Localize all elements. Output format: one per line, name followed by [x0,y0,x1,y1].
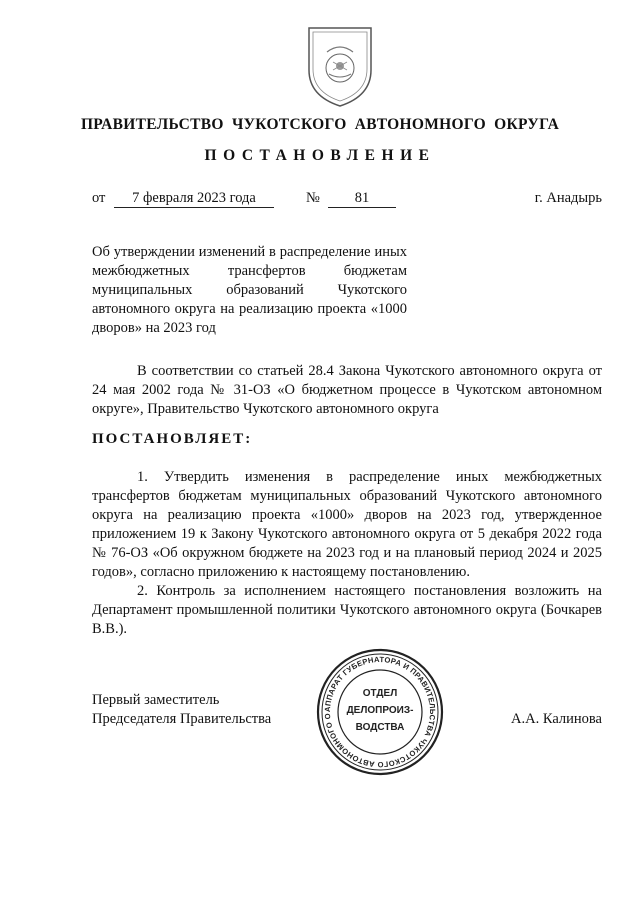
document-type: ПОСТАНОВЛЕНИЕ [204,147,436,164]
stamp-ring-text: АППАРАТ ГУБЕРНАТОРА И ПРАВИТЕЛЬСТВА ЧУКОТСКОГО АВТОНОМНОГО О [322,654,438,770]
document-date [114,190,274,208]
date-value: 7 февраля 2023 года [114,190,274,208]
document-subject: Об утверждении изменений в распределение иных межбюджетных трансфертов бюджетам муниципальных образований Чукотского автономного округа на реализацию проекта «1000 дворов» на 2023 год [92,244,407,336]
decree-items [92,468,602,639]
official-stamp [316,648,444,776]
stamp-line-1: ОТДЕЛ [362,688,398,699]
decree-item-2: 2. Контроль за исполнением настоящего постановления возложить на Департамент промышленной политики Чукотского автономного округа (Бочкарев В.В.). [92,583,602,637]
number-value: 81 [328,190,396,208]
position-line-1: Первый заместитель [92,692,220,708]
decree-item-1: 1. Утвердить изменения в распределение иных межбюджетных трансфертов бюджетам муниципальных образований Чукотского автономного округа на реализацию проекта «1000» дворов на 2023 год, утвержденное приложением 19 к Закону Чукотского автономного округа от 5 декабря 2022 года № 76-ОЗ «Об окружном бюджете на 2023 год и на плановый период 2024 и 2025 годов», согласно приложению к настоящему постановлению. [92,469,602,580]
preamble [92,362,602,419]
resolves-heading: ПОСТАНОВЛЯЕТ: [92,431,253,447]
position-line-2: Председателя Правительства [92,711,272,727]
stamp-line-2: ДЕЛОПРОИЗ- [346,705,414,716]
document-number [328,190,396,208]
government-title: ПРАВИТЕЛЬСТВО ЧУКОТСКОГО АВТОНОМНОГО ОКРУГА [80,116,560,133]
signatory-position [92,691,271,729]
signatory-name: А.А. Калинова [511,711,602,727]
from-label: от [92,190,106,206]
city: г. Анадырь [534,190,602,206]
stamp-line-3: ВОДСТВА [355,722,405,733]
number-label: № [306,190,320,206]
coat-of-arms-icon [303,22,377,108]
preamble-text: В соответствии со статьей 28.4 Закона Чукотского автономного округа от 24 мая 2002 года № 31-ОЗ «О бюджетном процессе в Чукотском автономном округе», Правительство Чукотского автономного округа [92,363,602,417]
